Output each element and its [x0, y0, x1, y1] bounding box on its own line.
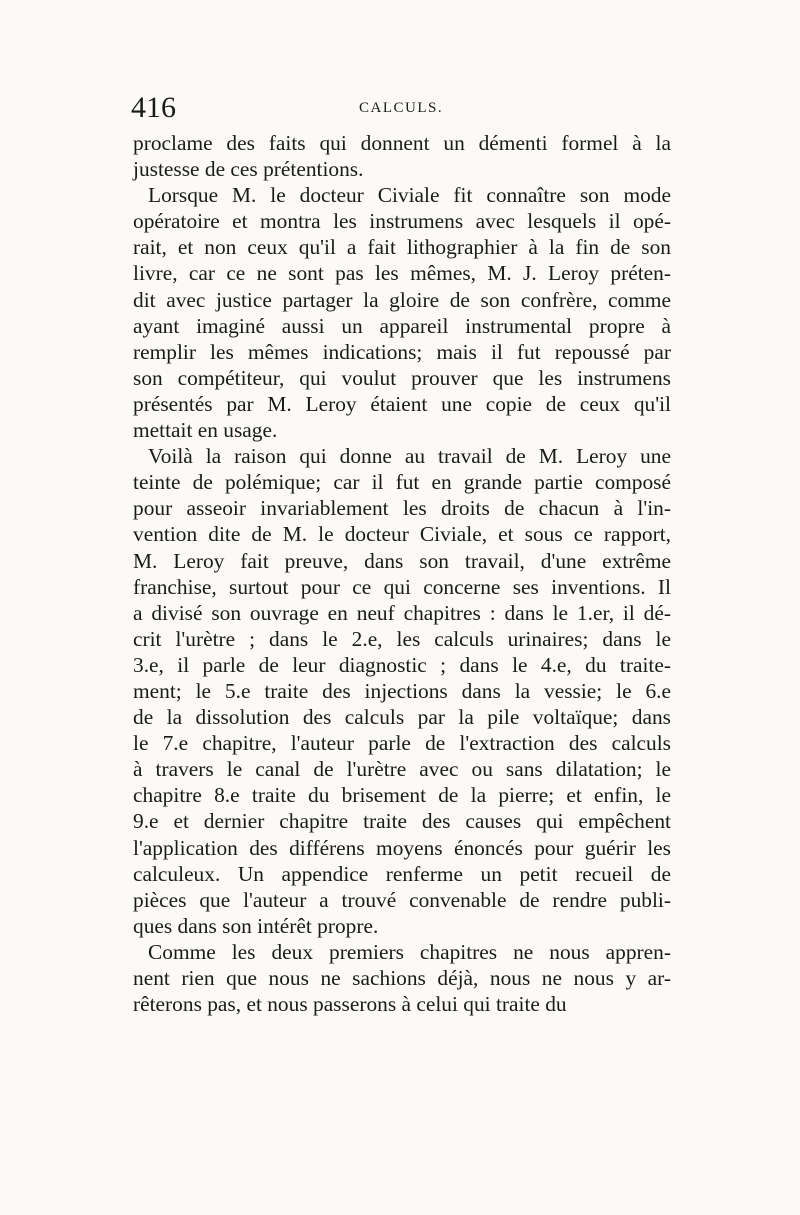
text-line: l'application des différens moyens énoncés pour guérir les [133, 835, 671, 860]
text-line: vention dite de M. le docteur Civiale, et sous ce rapport, [133, 522, 671, 547]
text-line: justesse de ces prétentions. [133, 157, 364, 182]
text-line: nent rien que nous ne sachions déjà, nous ne nous y ar- [133, 966, 671, 990]
text-line: pièces que l'auteur a trouvé convenable de rendre publi- [133, 887, 671, 912]
page-number: 416 [131, 91, 176, 124]
text-line: dit avec justice partager la gloire de son confrère, comme [133, 287, 671, 312]
running-head: CALCULS. [359, 100, 444, 116]
text-line: de la dissolution des calculs par la pile voltaïque; dans [133, 705, 671, 730]
text-line: rêterons pas, et nous passerons à celui qui traite du [133, 992, 567, 1017]
page-header [131, 90, 671, 126]
paragraph [133, 443, 671, 939]
text-line: ment; le 5.e traite des injections dans la vessie; le 6.e [133, 678, 671, 703]
text-line: le 7.e chapitre, l'auteur parle de l'extraction des calculs [133, 731, 671, 756]
text-line: franchise, surtout pour ce qui concerne ses inventions. Il [133, 574, 671, 599]
text-line: opératoire et montra les instrumens avec lesquels il opé- [133, 209, 671, 234]
text-line: teinte de polémique; car il fut en grande partie composé [133, 470, 671, 495]
text-line: livre, car ce ne sont pas les mêmes, M. J. Leroy préten- [133, 261, 671, 286]
text-line: pour asseoir invariablement les droits de chacun à l'in- [133, 496, 671, 521]
text-line: crit l'urètre ; dans le 2.e, les calculs urinaires; dans le [133, 626, 671, 651]
text-line: présentés par M. Leroy étaient une copie de ceux qu'il [133, 391, 671, 416]
paragraph [133, 130, 671, 182]
text-line: 3.e, il parle de leur diagnostic ; dans le 4.e, du traite- [133, 652, 671, 677]
text-line: a divisé son ouvrage en neuf chapitres : dans le 1.er, il dé- [133, 600, 671, 625]
text-line: M. Leroy fait preuve, dans son travail, d'une extrême [133, 548, 671, 573]
body-text [133, 130, 671, 1017]
text-line: 9.e et dernier chapitre traite des causes qui empêchent [133, 809, 671, 834]
text-line: calculeux. Un appendice renferme un petit recueil de [133, 861, 671, 886]
paragraph [133, 182, 671, 443]
text-line: Lorsque M. le docteur Civiale fit connaître son mode [148, 183, 671, 208]
paragraph [133, 939, 671, 1017]
text-line: à travers le canal de l'urètre avec ou sans dilatation; le [133, 757, 671, 782]
text-line: proclame des faits qui donnent un démenti formel à la [133, 131, 671, 155]
text-line: Comme les deux premiers chapitres ne nous appren- [148, 939, 671, 964]
text-line: son compétiteur, qui voulut prouver que les instrumens [133, 365, 671, 390]
text-line: Voilà la raison qui donne au travail de M. Leroy une [148, 444, 671, 469]
text-line: rait, et non ceux qu'il a fait lithographier à la fin de son [133, 235, 671, 260]
text-line: chapitre 8.e traite du brisement de la pierre; et enfin, le [133, 783, 671, 808]
text-line: ayant imaginé aussi un appareil instrumental propre à [133, 313, 671, 338]
text-line: ques dans son intérêt propre. [133, 913, 379, 938]
text-line: mettait en usage. [133, 418, 278, 443]
text-line: remplir les mêmes indications; mais il fut repoussé par [133, 339, 671, 364]
